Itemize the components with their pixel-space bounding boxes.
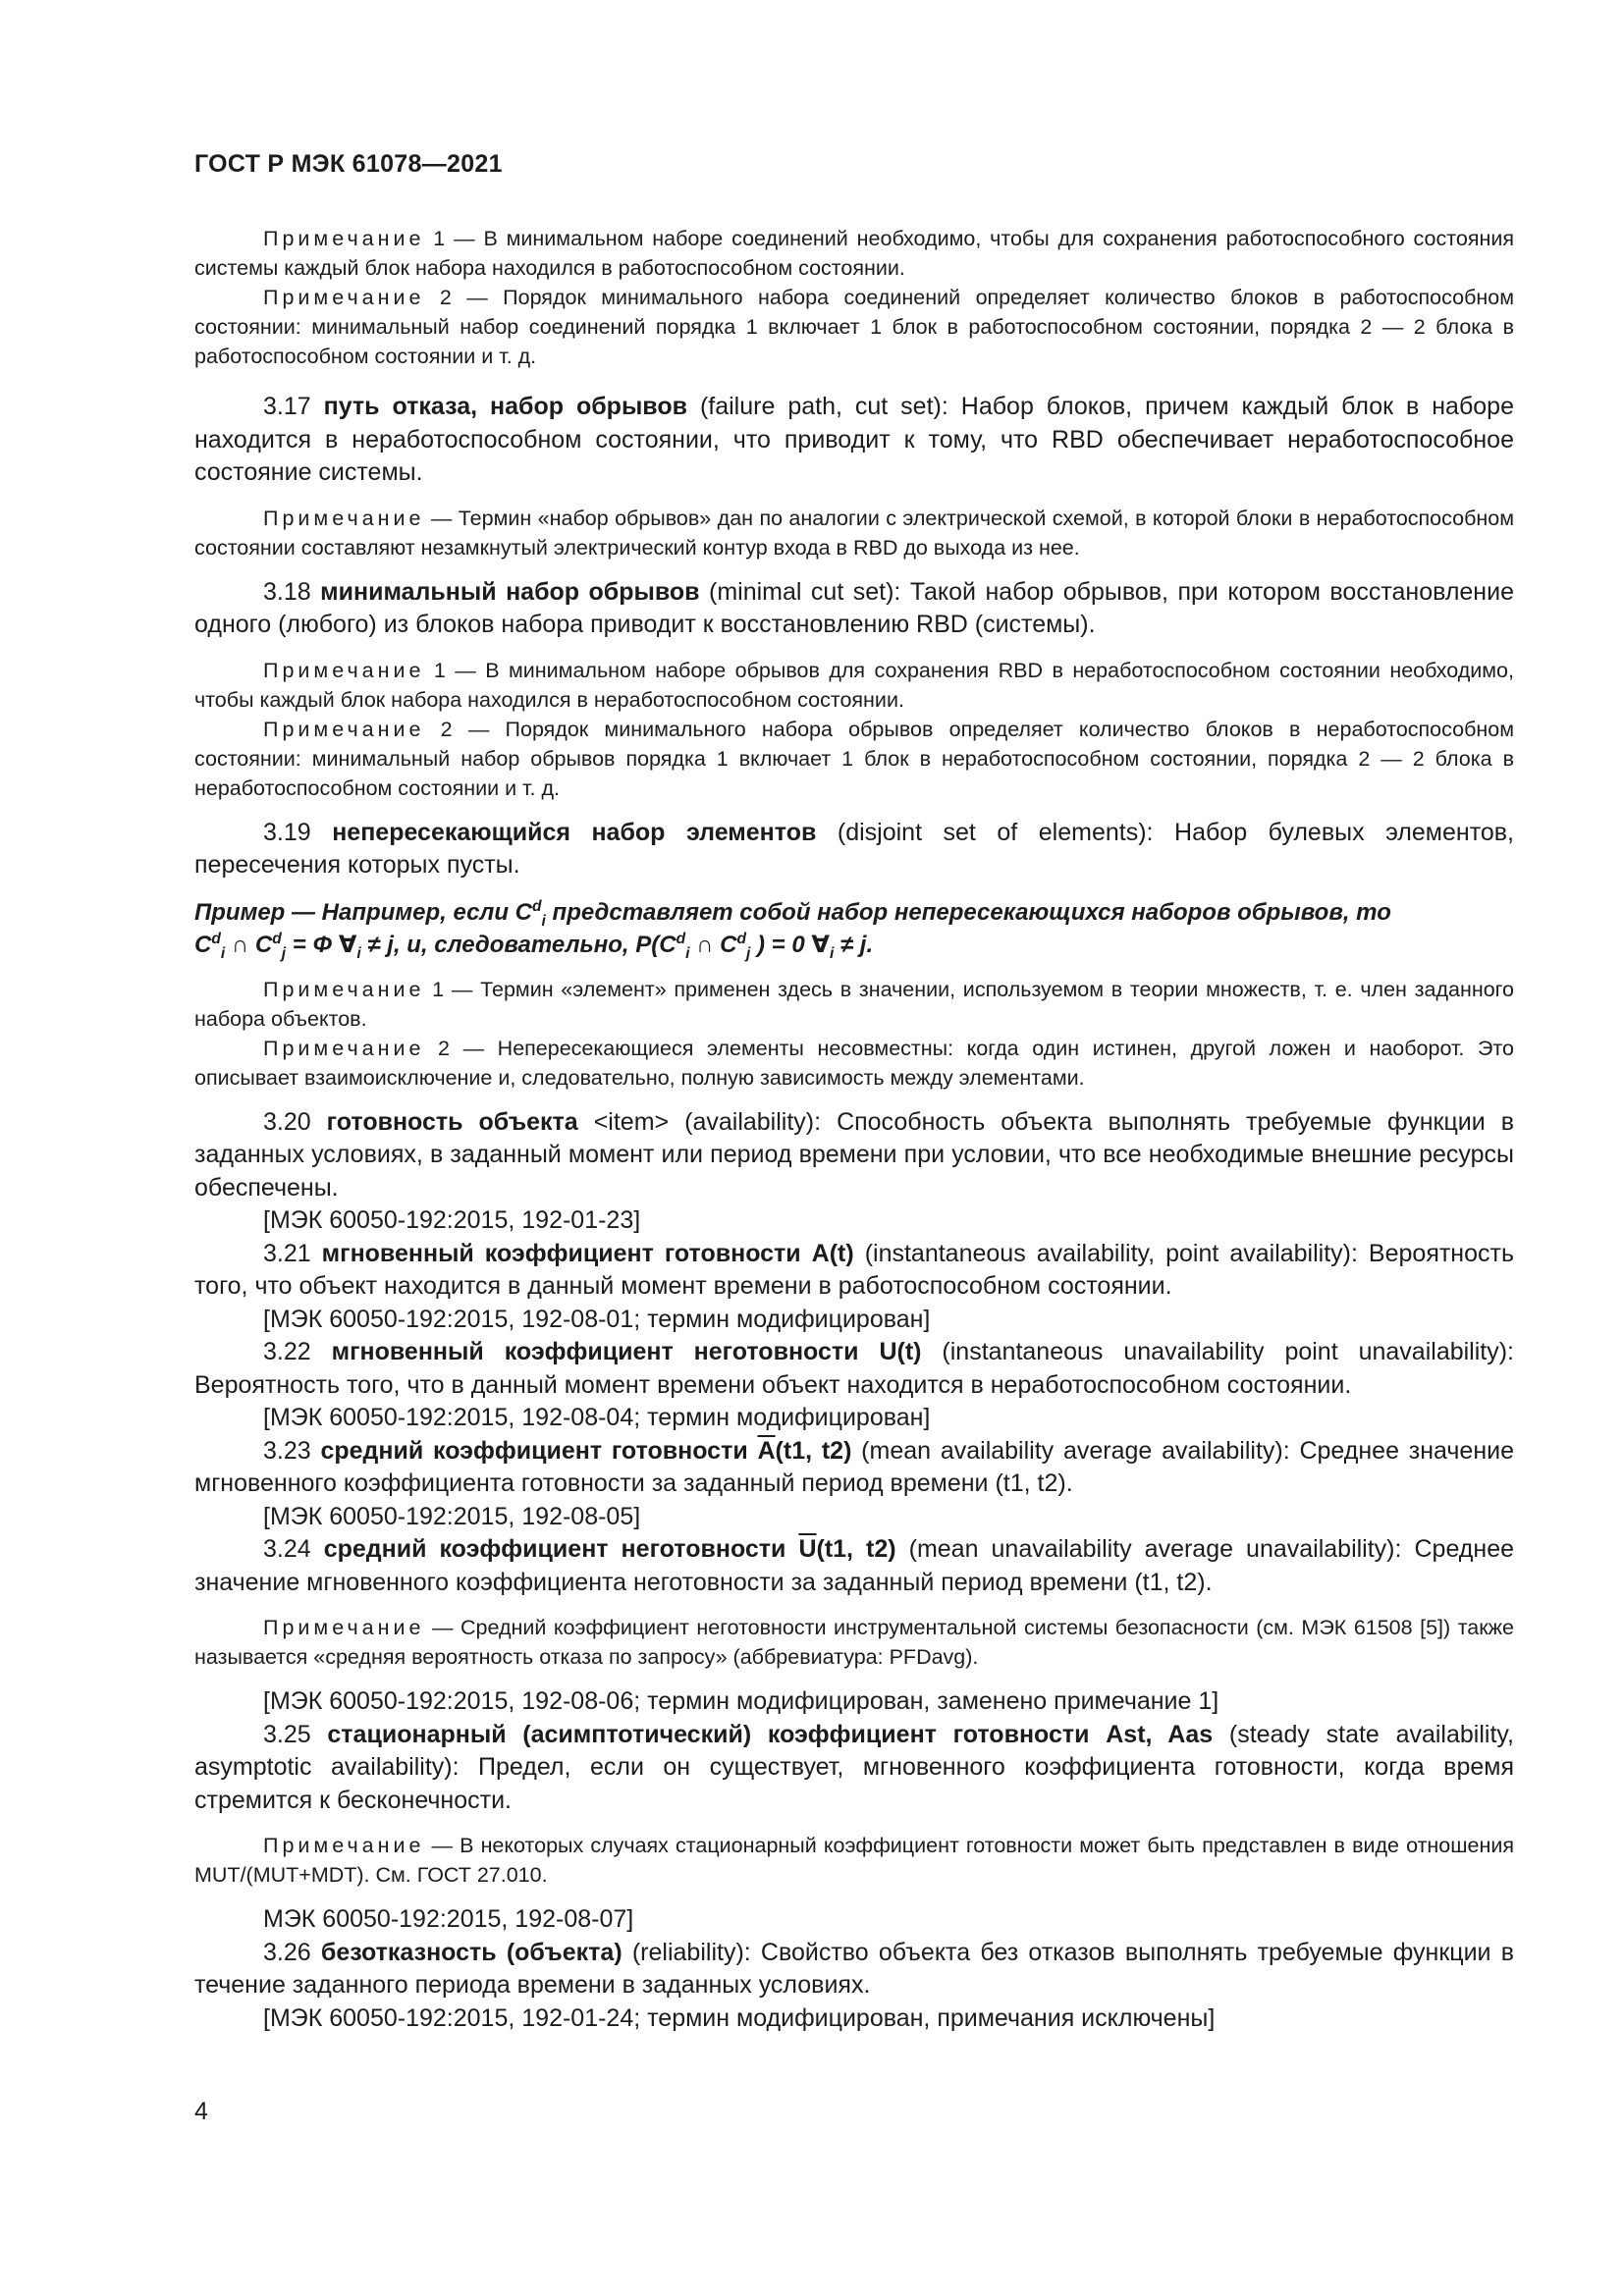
term-args: (t1, t2): [775, 1436, 852, 1465]
term-symbol: $\overline{U}$: [798, 1535, 817, 1563]
subscript: i: [356, 944, 361, 962]
subscript: i: [685, 944, 690, 962]
section-number: 3.22: [263, 1338, 332, 1365]
note: [194, 715, 1514, 803]
term: минимальный набор обрывов: [320, 577, 700, 606]
reference: [МЭК 60050-192:2015, 192-08-01; термин модифицирован]: [263, 1305, 931, 1333]
example: [194, 896, 1514, 961]
definition-3-20: [194, 1106, 1514, 1205]
definition-3-26: [194, 1937, 1514, 2002]
section-number: 3.24: [263, 1535, 324, 1563]
definition-text: (disjoint set of elements): Набор булевых элементов, пересечения которых пусты.: [194, 818, 1514, 879]
example-formula: ) = 0 ∀: [750, 931, 830, 958]
example-formula: ≠ j, и, следовательно, P(C: [360, 931, 677, 958]
note-label: Примечание: [263, 286, 425, 309]
definition-text: (mean unavailability average unavailability): Среднее значение мгновенного коэффициента неготовности за заданный период времени (t1, t2).: [194, 1535, 1514, 1596]
term: безотказность (объекта): [320, 1938, 623, 1966]
example-formula: = Φ ∀: [286, 931, 357, 958]
section-number: 3.21: [263, 1239, 322, 1267]
section-number: 3.18: [263, 577, 321, 606]
section-number: 3.17: [263, 393, 324, 420]
note: [194, 656, 1514, 715]
reference: [МЭК 60050-192:2015, 192-01-23]: [263, 1206, 641, 1234]
reference: [МЭК 60050-192:2015, 192-08-05]: [263, 1502, 641, 1530]
note-label: Примечание: [263, 1834, 425, 1857]
note-label: Примечание: [263, 717, 425, 741]
note: [194, 975, 1514, 1034]
subscript: j: [281, 944, 287, 962]
definition-text: (instantaneous availability, point availability): Вероятность того, что объект находится в данный момент времени в работоспособном состоянии.: [194, 1239, 1514, 1300]
page-header: ГОСТ Р МЭК 61078—2021: [194, 150, 503, 178]
definition-3-24: [194, 1533, 1514, 1599]
definition-3-25: [194, 1719, 1514, 1818]
reference: [МЭК 60050-192:2015, 192-08-04; термин модифицирован]: [263, 1404, 931, 1431]
note: [194, 1034, 1514, 1093]
definition-3-18: [194, 576, 1514, 642]
subscript: i: [829, 944, 835, 962]
definition-text: <item> (availability): Способность объекта выполнять требуемые функции в заданных условиях, в заданный момент или период времени при условии, что все необходимые внешние ресурсы обеспечены.: [194, 1107, 1515, 1201]
page-number: 4: [194, 2098, 208, 2125]
term: средний коэффициент готовности: [320, 1436, 758, 1465]
definition-3-21: [194, 1238, 1514, 1304]
section-number: 3.20: [263, 1107, 327, 1136]
reference: [МЭК 60050-192:2015, 192-08-06; термин модифицирован, заменено примечание 1]: [263, 1687, 1219, 1715]
definition-3-17: [194, 391, 1514, 490]
note-label: Примечание: [263, 506, 425, 530]
section-number: 3.19: [263, 818, 333, 846]
note-label: Примечание: [263, 977, 425, 1001]
term: непересекающийся набор элементов: [332, 818, 817, 846]
example-formula: ∩ C: [689, 931, 737, 958]
superscript: d: [736, 930, 746, 947]
note-label: Примечание: [263, 1036, 425, 1060]
note-label: Примечание: [263, 1616, 425, 1639]
subscript: i: [220, 944, 226, 962]
subscript: j: [745, 944, 751, 962]
example-formula: C: [194, 931, 212, 958]
superscript: d: [272, 930, 282, 947]
term-args: (t1, t2): [816, 1535, 896, 1563]
definition-text: (steady state availability, asymptotic availability): Предел, если он существует, мгновенного коэффициента готовности, когда время стремится к бесконечности.: [194, 1720, 1514, 1814]
note-text: 1 — В минимальном наборе обрывов для сохранения RBD в неработоспособном состоянии необходимо, чтобы каждый блок набора находился в неработоспособном состоянии.: [194, 658, 1514, 712]
definition-3-19: [194, 817, 1514, 882]
term: готовность объекта: [326, 1107, 578, 1136]
note: [194, 504, 1514, 562]
page-content: [194, 224, 1514, 2035]
note: [194, 224, 1514, 283]
definition-text: (instantaneous unavailability point unavailability): Вероятность того, что в данный момент времени объект находится в неработоспособном состоянии.: [194, 1338, 1515, 1399]
note-text: — Термин «набор обрывов» дан по аналогии с электрической схемой, в которой блоки в неработоспособном состоянии составляют незамкнутый электрический контур входа в RBD до выхода из нее.: [194, 506, 1514, 560]
example-formula: ∩ C: [225, 931, 273, 958]
example-text: Пример — Например, если C: [194, 898, 533, 926]
term: мгновенный коэффициент неготовности U(t): [331, 1338, 922, 1365]
section-number: 3.25: [263, 1720, 328, 1748]
section-number: 3.23: [263, 1436, 321, 1465]
note-text: 1 — В минимальном наборе соединений необходимо, чтобы для сохранения работоспособного состояния системы каждый блок набора находился в работоспособном состоянии.: [194, 227, 1514, 280]
superscript: d: [211, 930, 221, 947]
definition-3-22: [194, 1336, 1514, 1402]
subscript: i: [541, 912, 546, 930]
note-label: Примечание: [263, 658, 425, 682]
term: мгновенный коэффициент готовности A(t): [321, 1239, 854, 1267]
term: путь отказа, набор обрывов: [323, 393, 687, 420]
note-text: 2 — Непересекающиеся элементы несовместны: когда один истинен, другой ложен и наоборот. Это описывает взаимоисключение и, следовательно, полную зависимость между элементами.: [194, 1036, 1514, 1090]
note-text: 2 — Порядок минимального набора соединений определяет количество блоков в работоспособном состоянии: минимальный набор соединений порядка 1 включает 1 блок в работоспособном состоянии, порядка 2 — 2 блока в работоспособном состоянии и т. д.: [194, 286, 1514, 368]
definition-3-23: [194, 1435, 1514, 1501]
note-text: — В некоторых случаях стационарный коэффициент готовности может быть представлен в виде отношения MUT/(MUT+MDT). См. ГОСТ 27.010.: [194, 1834, 1514, 1887]
note: [194, 1613, 1514, 1672]
example-formula: ≠ j.: [834, 931, 874, 958]
note-text: — Средний коэффициент неготовности инструментальной системы безопасности (см. МЭК 61508 [5]) также называется «средняя вероятность отказа по запросу» (аббревиатура: PFDavg).: [194, 1616, 1514, 1669]
definition-text: (mean availability average availability): Среднее значение мгновенного коэффициента готовности за заданный период времени (t1, t2).: [194, 1436, 1515, 1497]
superscript: d: [676, 930, 686, 947]
definition-text: (failure path, cut set): Набор блоков, причем каждый блок в наборе находится в неработоспособном состоянии, что приводит к тому, что RBD обеспечивает неработоспособное состояние системы.: [194, 393, 1514, 486]
note-label: Примечание: [263, 227, 425, 250]
section-number: 3.26: [263, 1938, 321, 1966]
definition-text: (minimal cut set): Такой набор обрывов, при котором восстановление одного (любого) из блоков набора приводит к восстановлению RBD (системы).: [194, 577, 1514, 638]
example-text: представляет собой набор непересекающихся наборов обрывов, то: [545, 898, 1391, 926]
superscript: d: [532, 897, 542, 915]
note: [194, 283, 1514, 371]
term-symbol: $\overline{A}$: [757, 1436, 776, 1465]
term: стационарный (асимптотический) коэффициент готовности Ast, Aas: [327, 1720, 1214, 1748]
reference: [МЭК 60050-192:2015, 192-01-24; термин модифицирован, примечания исключены]: [263, 2003, 1216, 2032]
note-text: 1 — Термин «элемент» применен здесь в значении, используемом в теории множеств, т. е. член заданного набора объектов.: [194, 977, 1514, 1031]
note-text: 2 — Порядок минимального набора обрывов определяет количество блоков в неработоспособном состоянии: минимальный набор обрывов порядка 1 включает 1 блок в неработоспособном состоянии, порядка 2 — 2 блока в неработоспособном состоянии и т. д.: [194, 717, 1514, 800]
note: [194, 1831, 1514, 1890]
definition-text: (reliability): Свойство объекта без отказов выполнять требуемые функции в течение заданного периода времени в заданных условиях.: [194, 1938, 1515, 1999]
term: средний коэффициент неготовности: [323, 1535, 799, 1563]
reference: МЭК 60050-192:2015, 192-08-07]: [263, 1905, 634, 1933]
